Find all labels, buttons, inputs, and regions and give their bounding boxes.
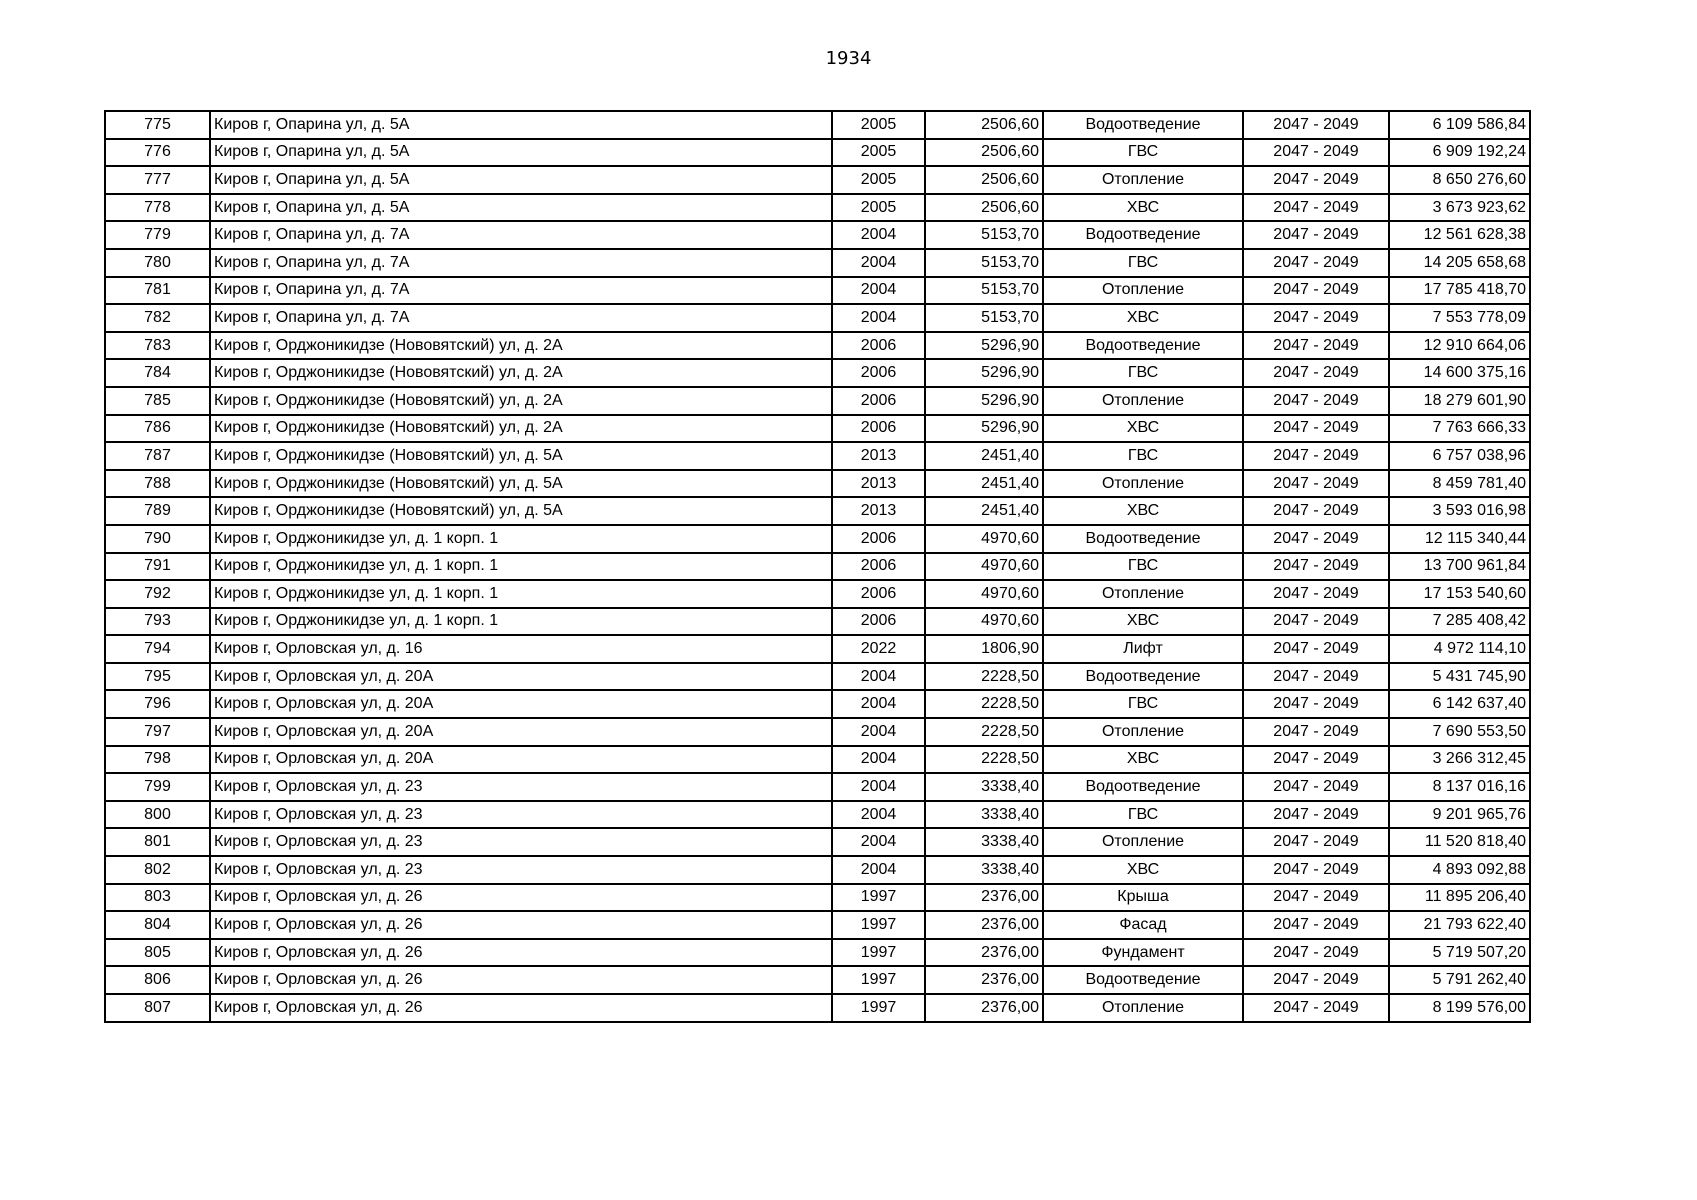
period-cell: 2047 - 2049: [1243, 221, 1389, 249]
work-type-cell: ХВС: [1043, 746, 1243, 774]
year-cell: 2004: [832, 856, 925, 884]
period-cell: 2047 - 2049: [1243, 828, 1389, 856]
row-number-cell: 799: [105, 773, 210, 801]
table-row: [105, 497, 1530, 525]
table-row: [105, 304, 1530, 332]
year-cell: 2006: [832, 608, 925, 636]
row-number-cell: 785: [105, 387, 210, 415]
year-cell: 2004: [832, 304, 925, 332]
address-cell: Киров г, Орловская ул, д. 16: [210, 635, 832, 663]
period-cell: 2047 - 2049: [1243, 718, 1389, 746]
address-cell: Киров г, Орловская ул, д. 26: [210, 939, 832, 967]
row-number-cell: 806: [105, 966, 210, 994]
row-number-cell: 787: [105, 442, 210, 470]
registry-table: [104, 110, 1531, 1023]
year-cell: 2004: [832, 828, 925, 856]
table-row: [105, 690, 1530, 718]
year-cell: 2004: [832, 690, 925, 718]
period-cell: 2047 - 2049: [1243, 746, 1389, 774]
cost-cell: 11 895 206,40: [1389, 884, 1530, 912]
area-cell: 5296,90: [925, 332, 1043, 360]
area-cell: 2506,60: [925, 166, 1043, 194]
work-type-cell: Отопление: [1043, 580, 1243, 608]
address-cell: Киров г, Опарина ул, д. 5А: [210, 139, 832, 167]
cost-cell: 8 459 781,40: [1389, 470, 1530, 498]
year-cell: 2004: [832, 746, 925, 774]
cost-cell: 5 791 262,40: [1389, 966, 1530, 994]
work-type-cell: ГВС: [1043, 690, 1243, 718]
address-cell: Киров г, Орловская ул, д. 26: [210, 911, 832, 939]
work-type-cell: Отопление: [1043, 828, 1243, 856]
work-type-cell: Фундамент: [1043, 939, 1243, 967]
row-number-cell: 805: [105, 939, 210, 967]
address-cell: Киров г, Орловская ул, д. 20А: [210, 690, 832, 718]
row-number-cell: 807: [105, 994, 210, 1022]
address-cell: Киров г, Опарина ул, д. 7А: [210, 304, 832, 332]
row-number-cell: 802: [105, 856, 210, 884]
work-type-cell: ХВС: [1043, 194, 1243, 222]
period-cell: 2047 - 2049: [1243, 415, 1389, 443]
table-row: [105, 746, 1530, 774]
area-cell: 2451,40: [925, 470, 1043, 498]
table-row: [105, 856, 1530, 884]
address-cell: Киров г, Орловская ул, д. 26: [210, 966, 832, 994]
table-row: [105, 525, 1530, 553]
table-row: [105, 442, 1530, 470]
row-number-cell: 776: [105, 139, 210, 167]
address-cell: Киров г, Орджоникидзе ул, д. 1 корп. 1: [210, 525, 832, 553]
row-number-cell: 783: [105, 332, 210, 360]
table-row: [105, 249, 1530, 277]
cost-cell: 14 205 658,68: [1389, 249, 1530, 277]
work-type-cell: Водоотведение: [1043, 332, 1243, 360]
table-row: [105, 553, 1530, 581]
row-number-cell: 789: [105, 497, 210, 525]
work-type-cell: ХВС: [1043, 608, 1243, 636]
year-cell: 2006: [832, 553, 925, 581]
work-type-cell: Отопление: [1043, 718, 1243, 746]
work-type-cell: ХВС: [1043, 415, 1243, 443]
table-row: [105, 608, 1530, 636]
row-number-cell: 804: [105, 911, 210, 939]
year-cell: 2006: [832, 580, 925, 608]
cost-cell: 5 431 745,90: [1389, 663, 1530, 691]
period-cell: 2047 - 2049: [1243, 884, 1389, 912]
address-cell: Киров г, Опарина ул, д. 7А: [210, 277, 832, 305]
period-cell: 2047 - 2049: [1243, 111, 1389, 139]
address-cell: Киров г, Опарина ул, д. 5А: [210, 194, 832, 222]
period-cell: 2047 - 2049: [1243, 773, 1389, 801]
cost-cell: 14 600 375,16: [1389, 359, 1530, 387]
year-cell: 2004: [832, 663, 925, 691]
period-cell: 2047 - 2049: [1243, 690, 1389, 718]
area-cell: 3338,40: [925, 801, 1043, 829]
area-cell: 2228,50: [925, 690, 1043, 718]
work-type-cell: Фасад: [1043, 911, 1243, 939]
year-cell: 2004: [832, 718, 925, 746]
address-cell: Киров г, Опарина ул, д. 7А: [210, 249, 832, 277]
work-type-cell: ХВС: [1043, 497, 1243, 525]
cost-cell: 7 285 408,42: [1389, 608, 1530, 636]
cost-cell: 8 650 276,60: [1389, 166, 1530, 194]
area-cell: 1806,90: [925, 635, 1043, 663]
table-row: [105, 359, 1530, 387]
address-cell: Киров г, Орловская ул, д. 23: [210, 828, 832, 856]
address-cell: Киров г, Орджоникидзе ул, д. 1 корп. 1: [210, 608, 832, 636]
table-row: [105, 277, 1530, 305]
area-cell: 3338,40: [925, 773, 1043, 801]
address-cell: Киров г, Орловская ул, д. 20А: [210, 746, 832, 774]
year-cell: 2004: [832, 801, 925, 829]
address-cell: Киров г, Орджоникидзе (Нововятский) ул, д. 2А: [210, 359, 832, 387]
address-cell: Киров г, Орловская ул, д. 23: [210, 773, 832, 801]
cost-cell: 6 109 586,84: [1389, 111, 1530, 139]
cost-cell: 4 972 114,10: [1389, 635, 1530, 663]
row-number-cell: 779: [105, 221, 210, 249]
table-row: [105, 580, 1530, 608]
cost-cell: 17 785 418,70: [1389, 277, 1530, 305]
area-cell: 5153,70: [925, 304, 1043, 332]
cost-cell: 7 763 666,33: [1389, 415, 1530, 443]
period-cell: 2047 - 2049: [1243, 966, 1389, 994]
work-type-cell: Отопление: [1043, 277, 1243, 305]
work-type-cell: ГВС: [1043, 553, 1243, 581]
row-number-cell: 795: [105, 663, 210, 691]
row-number-cell: 791: [105, 553, 210, 581]
cost-cell: 13 700 961,84: [1389, 553, 1530, 581]
area-cell: 2376,00: [925, 884, 1043, 912]
row-number-cell: 794: [105, 635, 210, 663]
table-row: [105, 994, 1530, 1022]
work-type-cell: Водоотведение: [1043, 773, 1243, 801]
cost-cell: 12 561 628,38: [1389, 221, 1530, 249]
address-cell: Киров г, Орджоникидзе (Нововятский) ул, д. 5А: [210, 497, 832, 525]
work-type-cell: Водоотведение: [1043, 221, 1243, 249]
year-cell: 2006: [832, 387, 925, 415]
period-cell: 2047 - 2049: [1243, 387, 1389, 415]
period-cell: 2047 - 2049: [1243, 635, 1389, 663]
cost-cell: 7 690 553,50: [1389, 718, 1530, 746]
area-cell: 2506,60: [925, 194, 1043, 222]
row-number-cell: 775: [105, 111, 210, 139]
row-number-cell: 782: [105, 304, 210, 332]
work-type-cell: Отопление: [1043, 994, 1243, 1022]
row-number-cell: 798: [105, 746, 210, 774]
work-type-cell: ГВС: [1043, 139, 1243, 167]
period-cell: 2047 - 2049: [1243, 801, 1389, 829]
work-type-cell: ГВС: [1043, 801, 1243, 829]
table-row: [105, 387, 1530, 415]
table-row: [105, 663, 1530, 691]
work-type-cell: ГВС: [1043, 249, 1243, 277]
work-type-cell: Водоотведение: [1043, 111, 1243, 139]
work-type-cell: ГВС: [1043, 359, 1243, 387]
cost-cell: 12 115 340,44: [1389, 525, 1530, 553]
period-cell: 2047 - 2049: [1243, 663, 1389, 691]
period-cell: 2047 - 2049: [1243, 359, 1389, 387]
address-cell: Киров г, Орджоникидзе ул, д. 1 корп. 1: [210, 553, 832, 581]
year-cell: 2006: [832, 359, 925, 387]
address-cell: Киров г, Орджоникидзе (Нововятский) ул, д. 2А: [210, 332, 832, 360]
address-cell: Киров г, Опарина ул, д. 5А: [210, 111, 832, 139]
work-type-cell: ХВС: [1043, 856, 1243, 884]
cost-cell: 17 153 540,60: [1389, 580, 1530, 608]
work-type-cell: Крыша: [1043, 884, 1243, 912]
year-cell: 1997: [832, 966, 925, 994]
year-cell: 1997: [832, 911, 925, 939]
year-cell: 2006: [832, 525, 925, 553]
cost-cell: 3 673 923,62: [1389, 194, 1530, 222]
work-type-cell: ГВС: [1043, 442, 1243, 470]
period-cell: 2047 - 2049: [1243, 939, 1389, 967]
table-row: [105, 332, 1530, 360]
table-row: [105, 801, 1530, 829]
table-row: [105, 470, 1530, 498]
area-cell: 3338,40: [925, 856, 1043, 884]
area-cell: 4970,60: [925, 553, 1043, 581]
work-type-cell: ХВС: [1043, 304, 1243, 332]
area-cell: 2451,40: [925, 497, 1043, 525]
table-row: [105, 884, 1530, 912]
table-row: [105, 828, 1530, 856]
row-number-cell: 784: [105, 359, 210, 387]
area-cell: 2506,60: [925, 139, 1043, 167]
work-type-cell: Отопление: [1043, 166, 1243, 194]
table-row: [105, 139, 1530, 167]
period-cell: 2047 - 2049: [1243, 994, 1389, 1022]
year-cell: 2004: [832, 277, 925, 305]
row-number-cell: 788: [105, 470, 210, 498]
row-number-cell: 786: [105, 415, 210, 443]
cost-cell: 4 893 092,88: [1389, 856, 1530, 884]
period-cell: 2047 - 2049: [1243, 911, 1389, 939]
area-cell: 2376,00: [925, 994, 1043, 1022]
period-cell: 2047 - 2049: [1243, 553, 1389, 581]
period-cell: 2047 - 2049: [1243, 470, 1389, 498]
row-number-cell: 793: [105, 608, 210, 636]
year-cell: 2006: [832, 415, 925, 443]
area-cell: 5296,90: [925, 387, 1043, 415]
year-cell: 2004: [832, 221, 925, 249]
work-type-cell: Водоотведение: [1043, 966, 1243, 994]
area-cell: 5153,70: [925, 221, 1043, 249]
area-cell: 4970,60: [925, 580, 1043, 608]
address-cell: Киров г, Орловская ул, д. 23: [210, 801, 832, 829]
cost-cell: 7 553 778,09: [1389, 304, 1530, 332]
area-cell: 2376,00: [925, 966, 1043, 994]
year-cell: 2005: [832, 111, 925, 139]
cost-cell: 9 201 965,76: [1389, 801, 1530, 829]
area-cell: 5296,90: [925, 359, 1043, 387]
period-cell: 2047 - 2049: [1243, 277, 1389, 305]
area-cell: 5153,70: [925, 277, 1043, 305]
address-cell: Киров г, Орловская ул, д. 26: [210, 994, 832, 1022]
year-cell: 2013: [832, 497, 925, 525]
row-number-cell: 796: [105, 690, 210, 718]
area-cell: 4970,60: [925, 608, 1043, 636]
area-cell: 2451,40: [925, 442, 1043, 470]
table-row: [105, 635, 1530, 663]
row-number-cell: 778: [105, 194, 210, 222]
work-type-cell: Водоотведение: [1043, 663, 1243, 691]
area-cell: 2376,00: [925, 939, 1043, 967]
table-row: [105, 415, 1530, 443]
year-cell: 2013: [832, 470, 925, 498]
row-number-cell: 801: [105, 828, 210, 856]
year-cell: 1997: [832, 939, 925, 967]
table-row: [105, 111, 1530, 139]
row-number-cell: 781: [105, 277, 210, 305]
year-cell: 2004: [832, 773, 925, 801]
year-cell: 1997: [832, 884, 925, 912]
year-cell: 2004: [832, 249, 925, 277]
table-row: [105, 911, 1530, 939]
address-cell: Киров г, Орловская ул, д. 20А: [210, 718, 832, 746]
row-number-cell: 790: [105, 525, 210, 553]
period-cell: 2047 - 2049: [1243, 304, 1389, 332]
cost-cell: 5 719 507,20: [1389, 939, 1530, 967]
period-cell: 2047 - 2049: [1243, 332, 1389, 360]
cost-cell: 6 757 038,96: [1389, 442, 1530, 470]
work-type-cell: Отопление: [1043, 470, 1243, 498]
row-number-cell: 797: [105, 718, 210, 746]
area-cell: 2228,50: [925, 718, 1043, 746]
address-cell: Киров г, Орджоникидзе (Нововятский) ул, д. 2А: [210, 387, 832, 415]
cost-cell: 8 199 576,00: [1389, 994, 1530, 1022]
address-cell: Киров г, Орловская ул, д. 23: [210, 856, 832, 884]
area-cell: 2228,50: [925, 663, 1043, 691]
period-cell: 2047 - 2049: [1243, 497, 1389, 525]
cost-cell: 6 142 637,40: [1389, 690, 1530, 718]
address-cell: Киров г, Орловская ул, д. 20А: [210, 663, 832, 691]
period-cell: 2047 - 2049: [1243, 525, 1389, 553]
area-cell: 3338,40: [925, 828, 1043, 856]
table-row: [105, 773, 1530, 801]
table-row: [105, 221, 1530, 249]
table-row: [105, 166, 1530, 194]
period-cell: 2047 - 2049: [1243, 580, 1389, 608]
period-cell: 2047 - 2049: [1243, 139, 1389, 167]
address-cell: Киров г, Орджоникидзе (Нововятский) ул, д. 5А: [210, 470, 832, 498]
area-cell: 2228,50: [925, 746, 1043, 774]
year-cell: 2005: [832, 139, 925, 167]
period-cell: 2047 - 2049: [1243, 249, 1389, 277]
area-cell: 5296,90: [925, 415, 1043, 443]
work-type-cell: Отопление: [1043, 387, 1243, 415]
row-number-cell: 780: [105, 249, 210, 277]
cost-cell: 3 266 312,45: [1389, 746, 1530, 774]
period-cell: 2047 - 2049: [1243, 166, 1389, 194]
page-number: 1934: [825, 48, 872, 69]
table-row: [105, 718, 1530, 746]
cost-cell: 6 909 192,24: [1389, 139, 1530, 167]
row-number-cell: 800: [105, 801, 210, 829]
row-number-cell: 792: [105, 580, 210, 608]
year-cell: 2013: [832, 442, 925, 470]
cost-cell: 3 593 016,98: [1389, 497, 1530, 525]
row-number-cell: 777: [105, 166, 210, 194]
year-cell: 2005: [832, 194, 925, 222]
address-cell: Киров г, Орджоникидзе ул, д. 1 корп. 1: [210, 580, 832, 608]
cost-cell: 11 520 818,40: [1389, 828, 1530, 856]
work-type-cell: Лифт: [1043, 635, 1243, 663]
cost-cell: 8 137 016,16: [1389, 773, 1530, 801]
year-cell: 1997: [832, 994, 925, 1022]
row-number-cell: 803: [105, 884, 210, 912]
year-cell: 2006: [832, 332, 925, 360]
area-cell: 2376,00: [925, 911, 1043, 939]
period-cell: 2047 - 2049: [1243, 856, 1389, 884]
year-cell: 2005: [832, 166, 925, 194]
period-cell: 2047 - 2049: [1243, 194, 1389, 222]
address-cell: Киров г, Опарина ул, д. 5А: [210, 166, 832, 194]
cost-cell: 21 793 622,40: [1389, 911, 1530, 939]
area-cell: 4970,60: [925, 525, 1043, 553]
year-cell: 2022: [832, 635, 925, 663]
table-row: [105, 194, 1530, 222]
cost-cell: 18 279 601,90: [1389, 387, 1530, 415]
area-cell: 2506,60: [925, 111, 1043, 139]
cost-cell: 12 910 664,06: [1389, 332, 1530, 360]
registry-table-body: [105, 111, 1530, 1022]
address-cell: Киров г, Орджоникидзе (Нововятский) ул, д. 5А: [210, 442, 832, 470]
work-type-cell: Водоотведение: [1043, 525, 1243, 553]
address-cell: Киров г, Опарина ул, д. 7А: [210, 221, 832, 249]
address-cell: Киров г, Орловская ул, д. 26: [210, 884, 832, 912]
period-cell: 2047 - 2049: [1243, 608, 1389, 636]
address-cell: Киров г, Орджоникидзе (Нововятский) ул, д. 2А: [210, 415, 832, 443]
area-cell: 5153,70: [925, 249, 1043, 277]
table-row: [105, 966, 1530, 994]
period-cell: 2047 - 2049: [1243, 442, 1389, 470]
table-row: [105, 939, 1530, 967]
